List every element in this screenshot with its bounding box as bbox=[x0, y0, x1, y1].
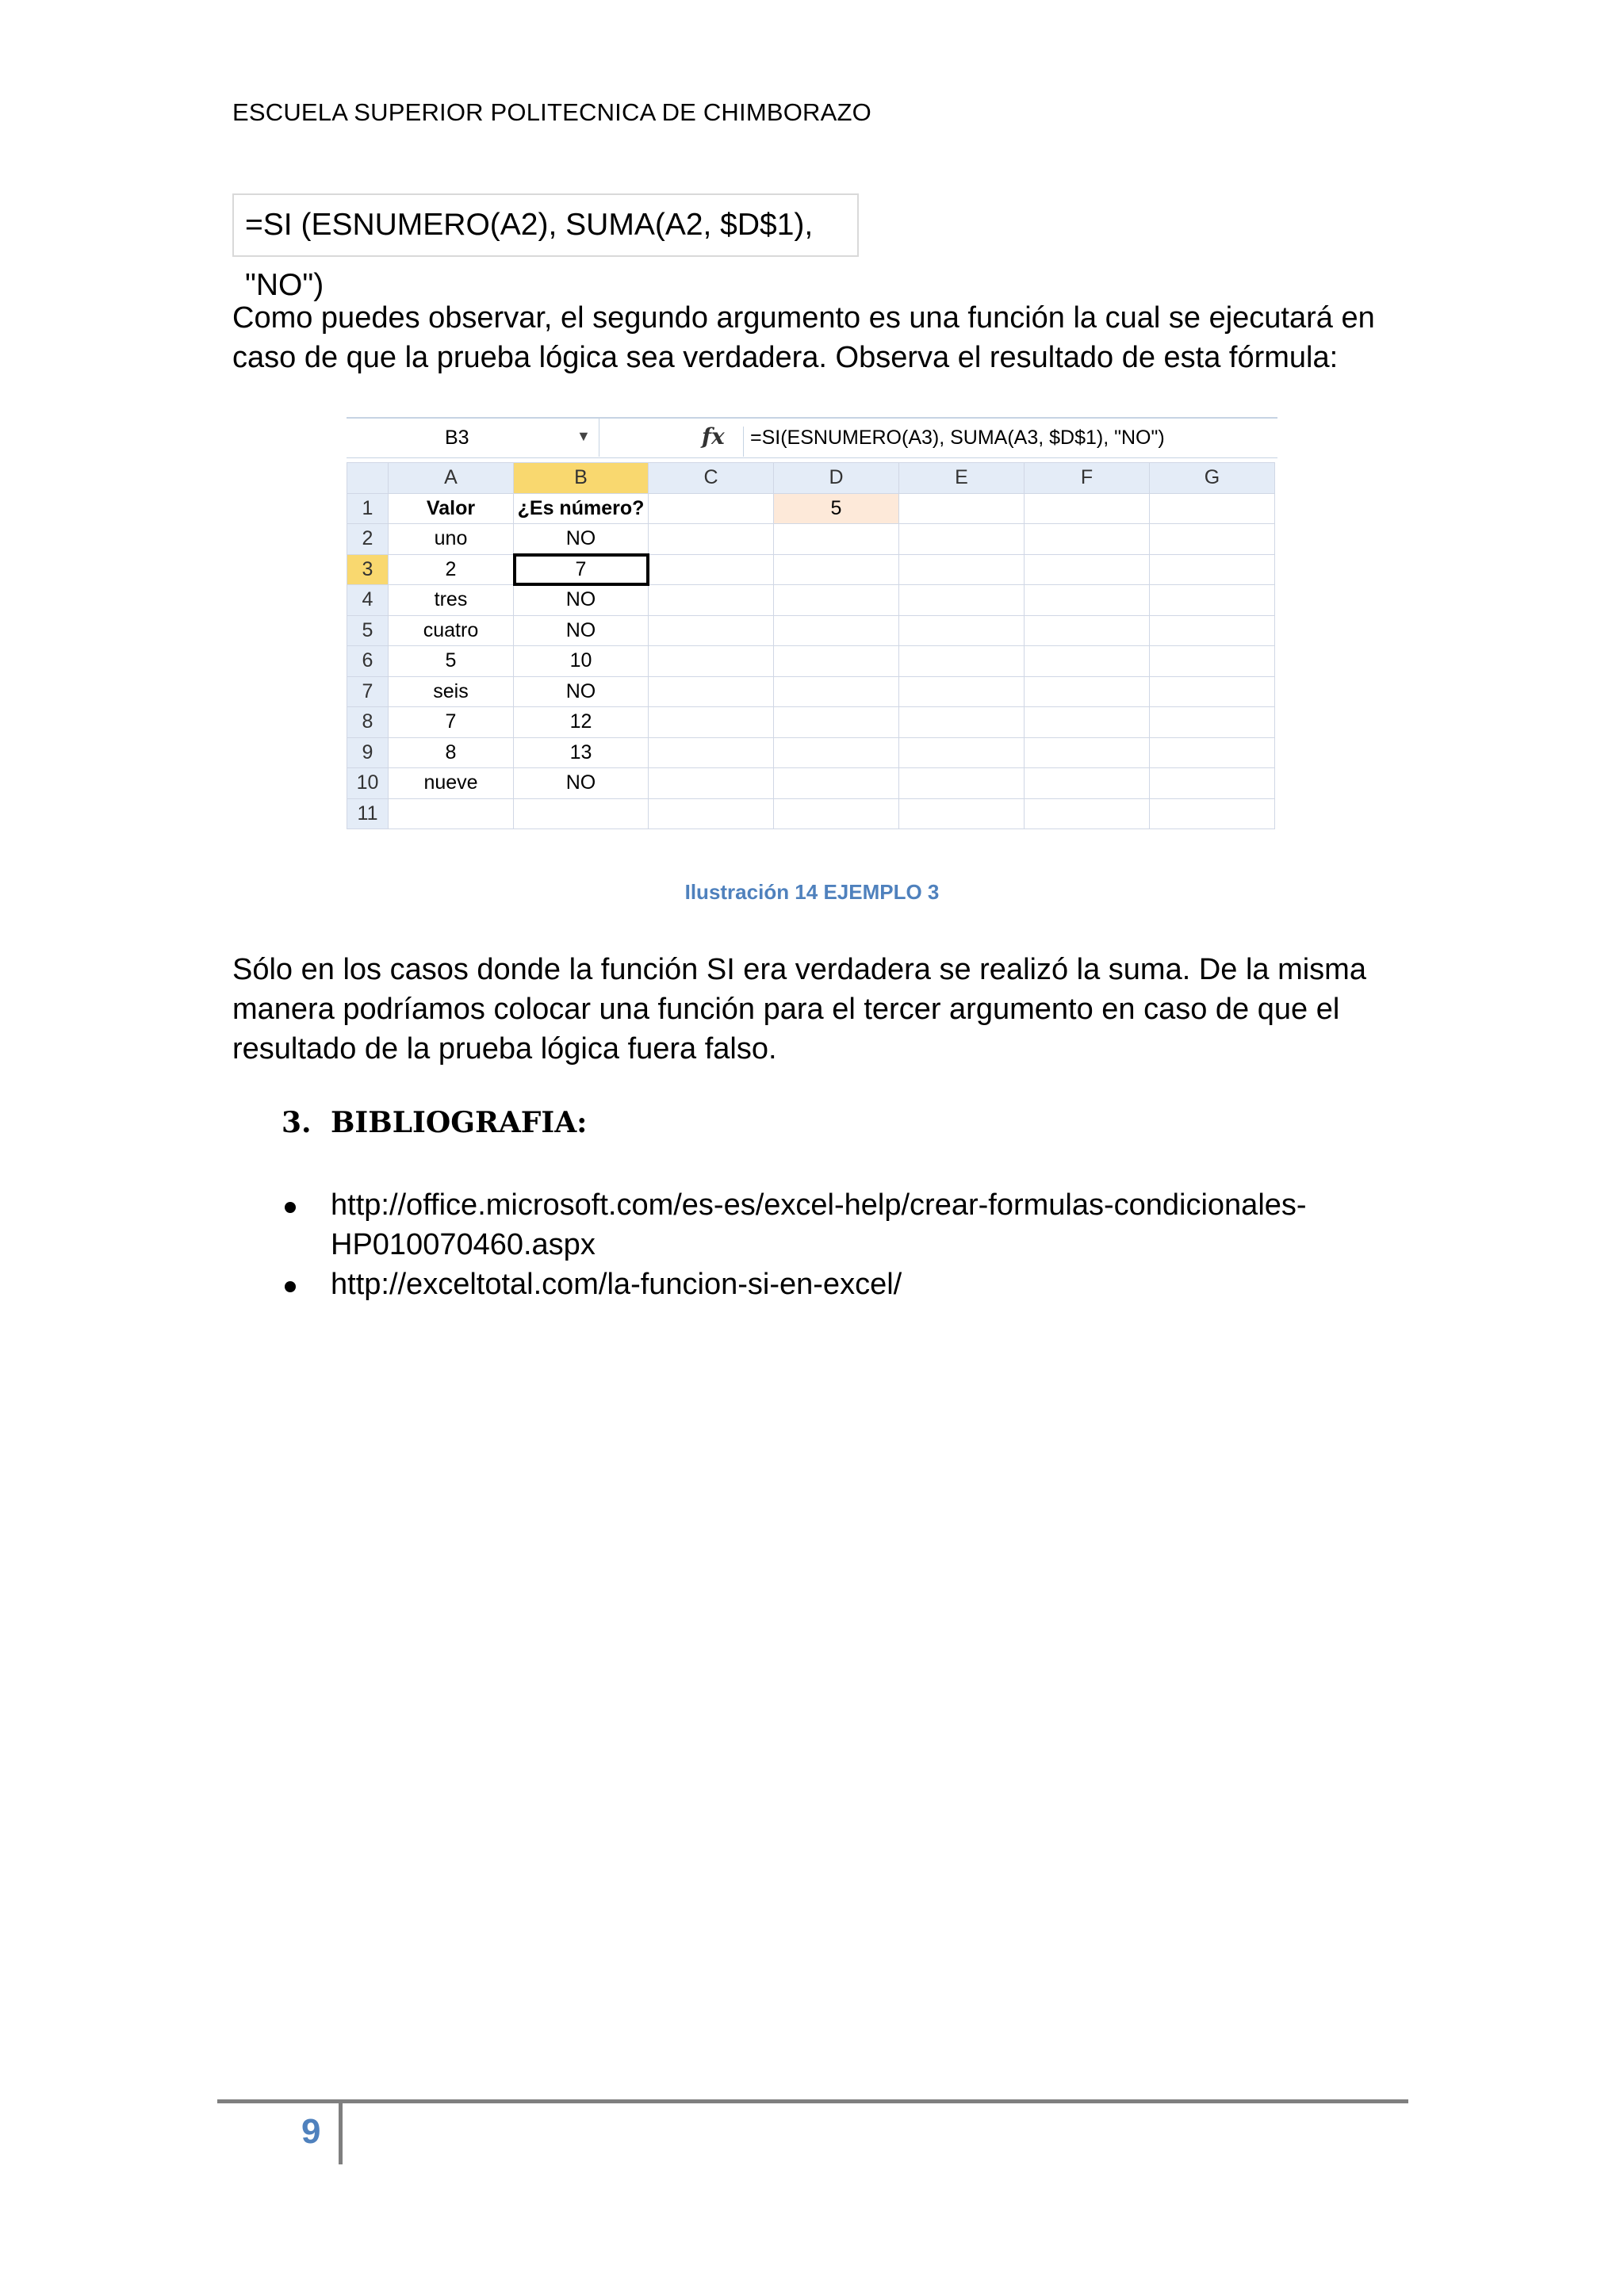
cell-g5[interactable] bbox=[1150, 615, 1275, 646]
cell-c7[interactable] bbox=[649, 676, 774, 707]
cell-g7[interactable] bbox=[1150, 676, 1275, 707]
section-heading bbox=[282, 1106, 587, 1139]
formula-bar bbox=[347, 417, 1277, 458]
cell-d10[interactable] bbox=[774, 768, 899, 799]
footer-vertical-divider bbox=[339, 2101, 343, 2164]
cell-b6[interactable]: 10 bbox=[514, 646, 649, 677]
cell-c5[interactable] bbox=[649, 615, 774, 646]
cell-b1[interactable]: ¿Es número? bbox=[514, 493, 649, 524]
bullet-icon bbox=[285, 1281, 296, 1292]
cell-e3[interactable] bbox=[899, 554, 1025, 585]
table-row bbox=[347, 554, 1275, 585]
cell-a5[interactable]: cuatro bbox=[389, 615, 514, 646]
cell-g8[interactable] bbox=[1150, 707, 1275, 738]
cell-a6[interactable]: 5 bbox=[389, 646, 514, 677]
cell-c2[interactable] bbox=[649, 524, 774, 555]
cell-grid bbox=[347, 462, 1275, 829]
cell-f3[interactable] bbox=[1025, 554, 1150, 585]
table-row bbox=[347, 737, 1275, 768]
cell-c9[interactable] bbox=[649, 737, 774, 768]
cell-d6[interactable] bbox=[774, 646, 899, 677]
table-row bbox=[347, 524, 1275, 555]
row-header[interactable]: 4 bbox=[347, 585, 389, 616]
cell-d8[interactable] bbox=[774, 707, 899, 738]
cell-d9[interactable] bbox=[774, 737, 899, 768]
cell-f11[interactable] bbox=[1025, 798, 1150, 829]
cell-e10[interactable] bbox=[899, 768, 1025, 799]
cell-d1[interactable]: 5 bbox=[774, 493, 899, 524]
row-header[interactable]: 3 bbox=[347, 554, 389, 585]
cell-g9[interactable] bbox=[1150, 737, 1275, 768]
list-item bbox=[282, 1185, 1417, 1265]
cell-f7[interactable] bbox=[1025, 676, 1150, 707]
cell-a10[interactable]: nueve bbox=[389, 768, 514, 799]
cell-c3[interactable] bbox=[649, 554, 774, 585]
cell-d11[interactable] bbox=[774, 798, 899, 829]
cell-d4[interactable] bbox=[774, 585, 899, 616]
table-row bbox=[347, 798, 1275, 829]
cell-g6[interactable] bbox=[1150, 646, 1275, 677]
column-header[interactable]: F bbox=[1025, 463, 1150, 494]
list-item bbox=[282, 1265, 1417, 1304]
spreadsheet-screenshot bbox=[347, 417, 1277, 840]
cell-f10[interactable] bbox=[1025, 768, 1150, 799]
column-header[interactable]: G bbox=[1150, 463, 1275, 494]
fx-icon[interactable]: fx bbox=[702, 423, 725, 450]
cell-f4[interactable] bbox=[1025, 585, 1150, 616]
paragraph-intro: Como puedes observar, el segundo argumento es una función la cual se ejecutará en caso de que la prueba lógica sea verdadera. Observa el resultado de esta fórmula: bbox=[232, 301, 1375, 374]
cell-c1[interactable] bbox=[649, 493, 774, 524]
cell-c6[interactable] bbox=[649, 646, 774, 677]
row-header[interactable]: 5 bbox=[347, 615, 389, 646]
cell-g10[interactable] bbox=[1150, 768, 1275, 799]
cell-e2[interactable] bbox=[899, 524, 1025, 555]
figure-caption bbox=[0, 880, 1624, 905]
cell-b2[interactable]: NO bbox=[514, 524, 649, 555]
table-row bbox=[347, 707, 1275, 738]
cell-d2[interactable] bbox=[774, 524, 899, 555]
cell-e4[interactable] bbox=[899, 585, 1025, 616]
section-title: BIBLIOGRAFIA: bbox=[331, 1106, 588, 1139]
cell-e1[interactable] bbox=[899, 493, 1025, 524]
column-header[interactable]: C bbox=[649, 463, 774, 494]
cell-a1[interactable]: Valor bbox=[389, 493, 514, 524]
page-header: ESCUELA SUPERIOR POLITECNICA DE CHIMBORAZO bbox=[232, 98, 871, 126]
cell-b7[interactable]: NO bbox=[514, 676, 649, 707]
cell-c8[interactable] bbox=[649, 707, 774, 738]
cell-a2[interactable]: uno bbox=[389, 524, 514, 555]
cell-b10[interactable]: NO bbox=[514, 768, 649, 799]
cell-d3[interactable] bbox=[774, 554, 899, 585]
cell-f2[interactable] bbox=[1025, 524, 1150, 555]
cell-b11[interactable] bbox=[514, 798, 649, 829]
bullet-icon bbox=[285, 1202, 296, 1213]
row-header[interactable]: 6 bbox=[347, 646, 389, 677]
column-header[interactable]: E bbox=[899, 463, 1025, 494]
cell-e6[interactable] bbox=[899, 646, 1025, 677]
table-row bbox=[347, 585, 1275, 616]
paragraph-conclusion: Sólo en los casos donde la función SI era verdadera se realizó la suma. De la misma manera podríamos colocar una función para el tercer argumento en caso de que el resultado de la prueba lógica fuera falso. bbox=[232, 953, 1366, 1066]
cell-e7[interactable] bbox=[899, 676, 1025, 707]
cell-g11[interactable] bbox=[1150, 798, 1275, 829]
cell-c11[interactable] bbox=[649, 798, 774, 829]
cell-d7[interactable] bbox=[774, 676, 899, 707]
cell-f1[interactable] bbox=[1025, 493, 1150, 524]
column-header[interactable]: A bbox=[389, 463, 514, 494]
row-header[interactable]: 8 bbox=[347, 707, 389, 738]
cell-f5[interactable] bbox=[1025, 615, 1150, 646]
cell-a8[interactable]: 7 bbox=[389, 707, 514, 738]
cell-b9[interactable]: 13 bbox=[514, 737, 649, 768]
cell-c4[interactable] bbox=[649, 585, 774, 616]
row-header[interactable]: 7 bbox=[347, 676, 389, 707]
figure-caption-text: Ilustración 14 EJEMPLO 3 bbox=[684, 880, 940, 904]
table-row bbox=[347, 768, 1275, 799]
column-header[interactable]: D bbox=[774, 463, 899, 494]
cell-d5[interactable] bbox=[774, 615, 899, 646]
cell-b5[interactable]: NO bbox=[514, 615, 649, 646]
select-all-corner[interactable] bbox=[347, 463, 389, 494]
cell-a3[interactable]: 2 bbox=[389, 554, 514, 585]
table-row bbox=[347, 615, 1275, 646]
row-header[interactable]: 1 bbox=[347, 493, 389, 524]
name-box-value: B3 bbox=[445, 427, 469, 449]
cell-a9[interactable]: 8 bbox=[389, 737, 514, 768]
cell-e11[interactable] bbox=[899, 798, 1025, 829]
formula-bar-input[interactable]: =SI(ESNUMERO(A3), SUMA(A3, $D$1), "NO") bbox=[743, 427, 1277, 457]
name-box[interactable] bbox=[347, 419, 599, 457]
cell-a7[interactable]: seis bbox=[389, 676, 514, 707]
chevron-down-icon[interactable]: ▼ bbox=[576, 428, 591, 444]
cell-f9[interactable] bbox=[1025, 737, 1150, 768]
cell-a11[interactable] bbox=[389, 798, 514, 829]
bibliography-list bbox=[282, 1185, 1417, 1304]
table-row bbox=[347, 493, 1275, 524]
cell-g2[interactable] bbox=[1150, 524, 1275, 555]
cell-b4[interactable]: NO bbox=[514, 585, 649, 616]
row-header[interactable]: 9 bbox=[347, 737, 389, 768]
table-row bbox=[347, 646, 1275, 677]
cell-e5[interactable] bbox=[899, 615, 1025, 646]
table-row bbox=[347, 676, 1275, 707]
cell-b3[interactable]: 7 bbox=[514, 554, 649, 585]
cell-g1[interactable] bbox=[1150, 493, 1275, 524]
row-header[interactable]: 2 bbox=[347, 524, 389, 555]
row-header[interactable]: 11 bbox=[347, 798, 389, 829]
formula-example-box: =SI (ESNUMERO(A2), SUMA(A2, $D$1), "NO") bbox=[232, 193, 859, 257]
footer-divider bbox=[217, 2099, 1408, 2103]
cell-g3[interactable] bbox=[1150, 554, 1275, 585]
cell-g4[interactable] bbox=[1150, 585, 1275, 616]
cell-e8[interactable] bbox=[899, 707, 1025, 738]
section-number: 3. bbox=[282, 1106, 312, 1139]
column-header[interactable]: B bbox=[514, 463, 649, 494]
row-header[interactable]: 10 bbox=[347, 768, 389, 799]
cell-e9[interactable] bbox=[899, 737, 1025, 768]
cell-c10[interactable] bbox=[649, 768, 774, 799]
cell-b8[interactable]: 12 bbox=[514, 707, 649, 738]
cell-a4[interactable]: tres bbox=[389, 585, 514, 616]
cell-f8[interactable] bbox=[1025, 707, 1150, 738]
bibliography-link[interactable]: http://exceltotal.com/la-funcion-si-en-excel/ bbox=[331, 1268, 902, 1301]
cell-f6[interactable] bbox=[1025, 646, 1150, 677]
bibliography-link[interactable]: http://office.microsoft.com/es-es/excel-help/crear-formulas-condicionales-HP010070460.aspx bbox=[331, 1188, 1307, 1261]
page-number: 9 bbox=[301, 2112, 321, 2151]
